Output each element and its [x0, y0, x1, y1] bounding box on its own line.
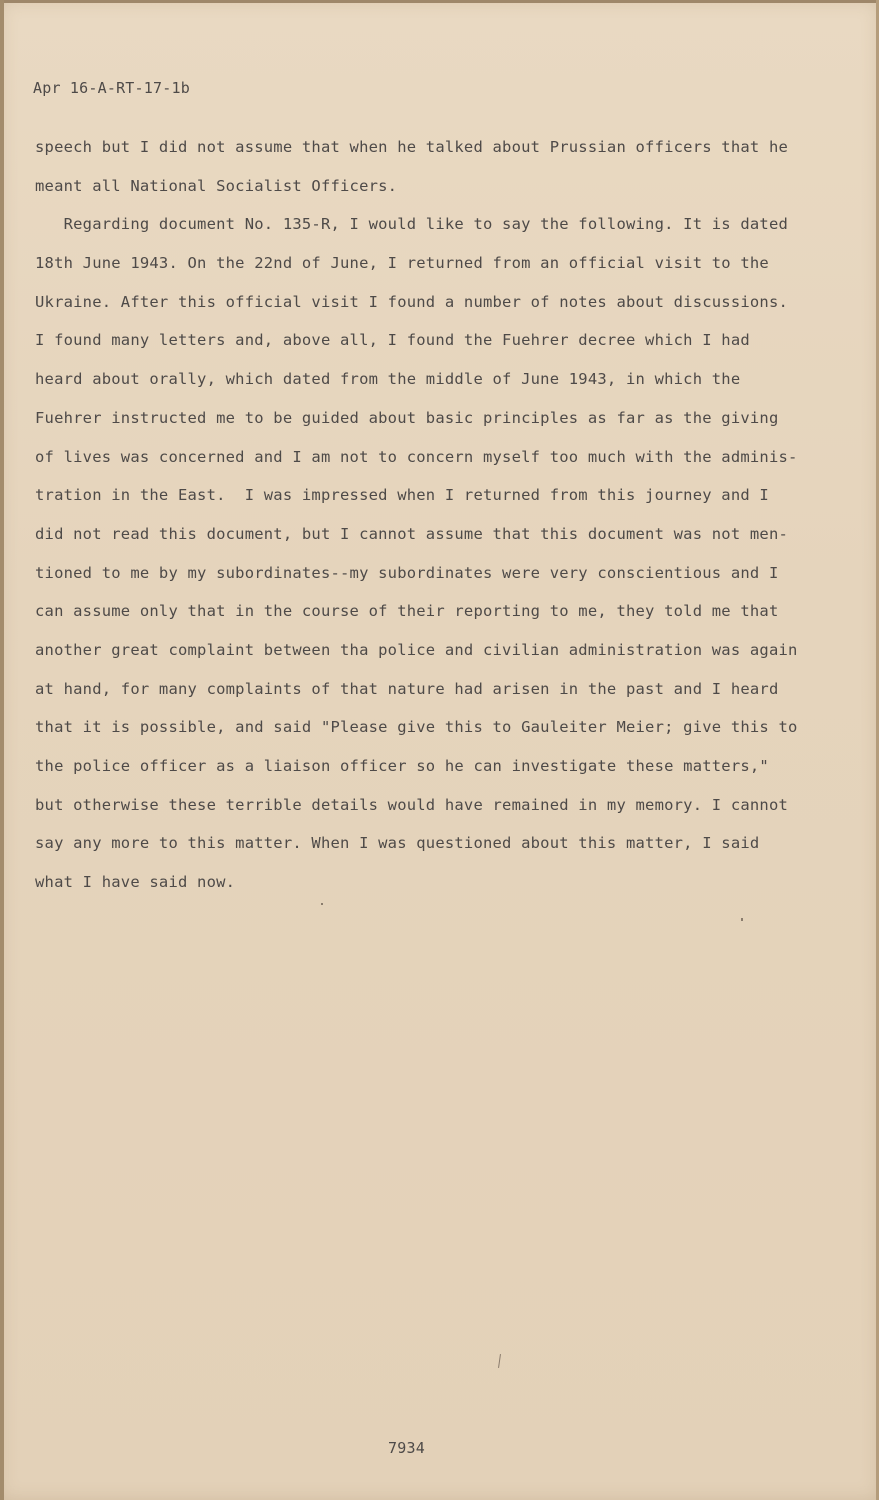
text-line: of lives was concerned and I am not to concern myself too much with the adminis- [35, 447, 798, 466]
pencil-mark [498, 1354, 501, 1368]
text-line: at hand, for many complaints of that nature had arisen in the past and I heard [35, 679, 779, 698]
text-line: heard about orally, which dated from the middle of June 1943, in which the [35, 370, 741, 389]
paper-speck [321, 903, 323, 905]
text-line: that it is possible, and said "Please give this to Gauleiter Meier; give this to [35, 718, 798, 737]
text-line: meant all National Socialist Officers. [35, 176, 398, 195]
text-line: did not read this document, but I cannot assume that this document was not men- [35, 524, 789, 543]
text-line: can assume only that in the course of their reporting to me, they told me that [35, 602, 779, 621]
text-line: another great complaint between tha police and civilian administration was again [35, 640, 798, 659]
text-line: what I have said now. [35, 873, 236, 892]
page-edge-left [0, 0, 4, 1500]
text-line: tioned to me by my subordinates--my subordinates were very conscientious and I [35, 563, 779, 582]
text-line: but otherwise these terrible details would have remained in my memory. I cannot [35, 795, 789, 814]
page-edge-top [0, 0, 879, 3]
page-number: 7934 [388, 1439, 425, 1457]
text-line: Fuehrer instructed me to be guided about basic principles as far as the giving [35, 408, 779, 427]
page-reference: Apr 16-A-RT-17-1b [33, 79, 190, 97]
paper-speck [741, 918, 743, 921]
text-line: Ukraine. After this official visit I found a number of notes about discussions. [35, 292, 789, 311]
text-line: I found many letters and, above all, I found the Fuehrer decree which I had [35, 331, 750, 350]
text-line: speech but I did not assume that when he talked about Prussian officers that he [35, 138, 789, 156]
text-line: say any more to this matter. When I was questioned about this matter, I said [35, 834, 760, 853]
text-line: Regarding document No. 135-R, I would like to say the following. It is dated [35, 215, 789, 234]
text-line: 18th June 1943. On the 22nd of June, I returned from an official visit to the [35, 254, 769, 273]
body-text [35, 134, 815, 908]
text-line: tration in the East. I was impressed when I returned from this journey and I [35, 486, 769, 505]
text-line: the police officer as a liaison officer so he can investigate these matters," [35, 757, 769, 775]
